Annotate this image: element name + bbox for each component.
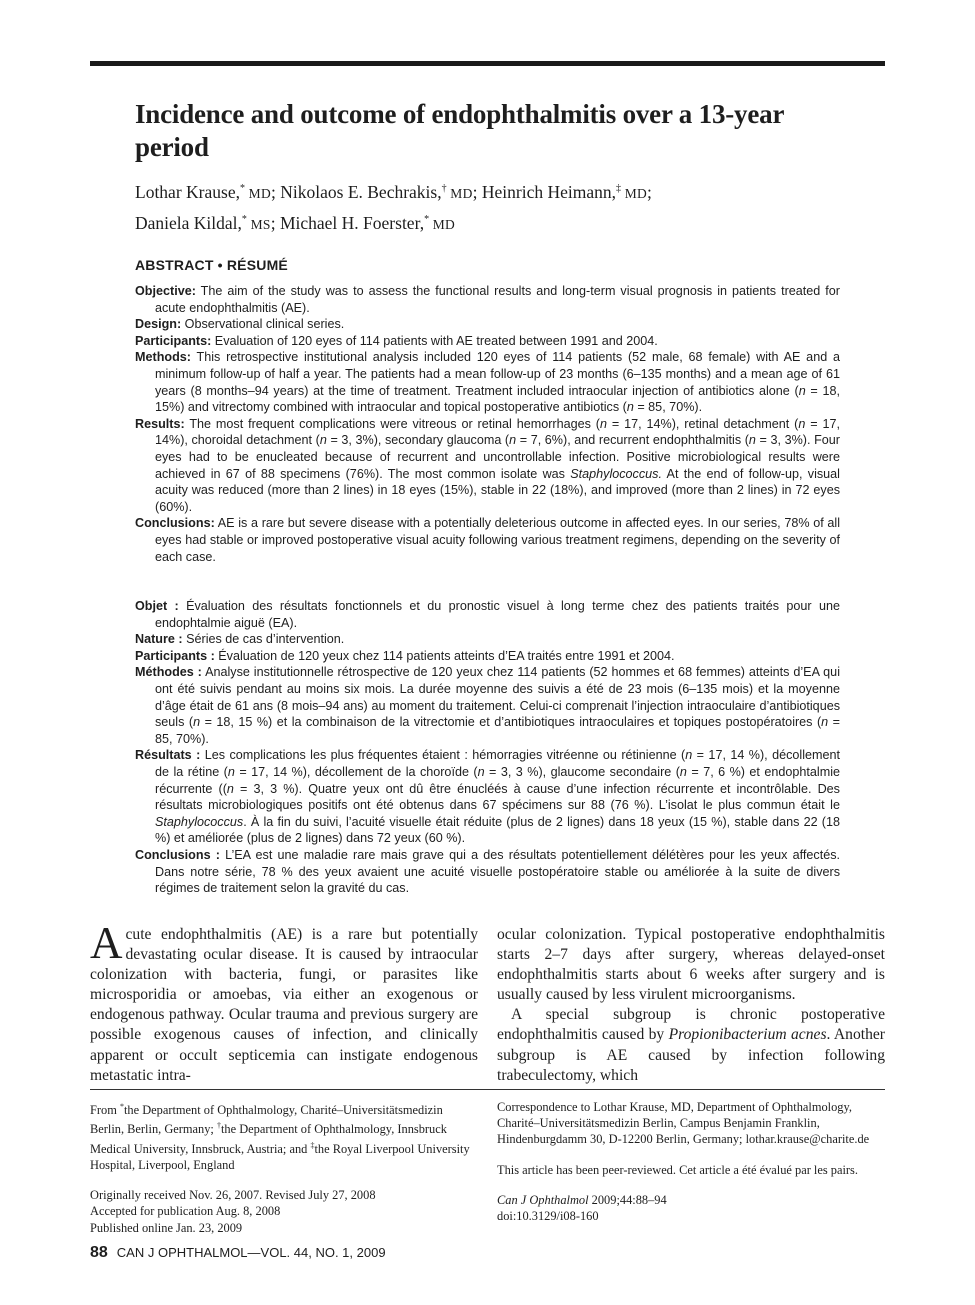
author-name: Lothar Krause, xyxy=(135,181,240,202)
page-number: 88 xyxy=(90,1244,108,1261)
abstract-section xyxy=(135,598,840,631)
abstract-french xyxy=(135,598,840,897)
abstract-section-text: n xyxy=(509,433,517,448)
abstract-section-text: = 85, 70%). xyxy=(155,715,840,746)
author xyxy=(280,213,455,233)
abstract-section xyxy=(135,747,840,847)
abstract-section-text: Staphylococcus. xyxy=(570,466,662,481)
author-degree: MD xyxy=(621,185,648,201)
received-date: Originally received Nov. 26, 2007. Revised July 27, 2008 xyxy=(90,1188,376,1203)
running-title: CAN J OPHTHALMOL—VOL. 44, NO. 1, 2009 xyxy=(116,1245,386,1260)
author-degree: MS xyxy=(246,216,271,232)
abstract-section-text: Séries de cas d’intervention. xyxy=(182,632,345,647)
abstract-section-label: Nature : xyxy=(135,632,183,647)
intro-text: cute endophthalmitis (AE) is a rare but potentially devastating ocular disease. It is caused by intraocular colonization with bacteria, fungi, or parasites like microsporidia or amoebas, via either an exogenous or endogenous pathway. Ocular trauma and previous surgery are possible exogenous causes of infection, and clinically apparent or occult septicemia can instigate endogenous metastatic intra- xyxy=(90,926,478,1084)
intro-paragraph xyxy=(90,918,478,1086)
affiliation-text: ‡ xyxy=(310,1140,315,1150)
accepted-date: Accepted for publication Aug. 8, 2008 xyxy=(90,1204,281,1219)
abstract-section xyxy=(135,333,840,350)
abstract-section-text: n xyxy=(798,383,806,398)
author xyxy=(135,182,276,202)
author xyxy=(280,182,477,202)
page-footer xyxy=(90,1244,386,1262)
article-title: Incidence and outcome of endophthalmitis over a 13-year period xyxy=(135,99,784,162)
author-degree: MD xyxy=(244,185,271,201)
abstract-section-text: = 18, 15 %) et la combinaison de la vitrectomie et d’antibiotiques intraoculaires et topiques postopératoires ( xyxy=(200,715,822,730)
abstract-section-text: = 3, 3 %), glaucome secondaire ( xyxy=(484,764,680,779)
abstract-english xyxy=(135,283,840,565)
abstract-section-text: n xyxy=(600,416,608,431)
citation-volume: 2009;44:88–94 xyxy=(588,1192,667,1207)
dates-note xyxy=(90,1187,475,1236)
body-paragraph-subgroup xyxy=(497,1005,885,1085)
abstract-section-label: Participants : xyxy=(135,648,215,663)
abstract-section-label: Objective: xyxy=(135,284,196,298)
author xyxy=(135,213,276,233)
body-column-right xyxy=(497,925,885,1086)
abstract-section-text: = 3, 3%). Four eyes had to be enucleated because of recurrent and uncontrollable infection. Positive microbiological results were achieved in 67 of 88 specimens (76%). The most common isolate was xyxy=(155,433,840,481)
abstract-section-text: n xyxy=(679,764,687,779)
abstract-section xyxy=(135,316,840,333)
abstract-section-label: Résultats : xyxy=(135,748,201,763)
affiliations-note xyxy=(90,1099,475,1173)
abstract-section xyxy=(135,283,840,316)
abstract-section-label: Conclusions : xyxy=(135,847,220,862)
abstract-section-text: n xyxy=(798,416,806,431)
author-name: Michael H. Foerster, xyxy=(279,212,425,233)
author-separator: ; xyxy=(472,181,478,202)
abstract-section-text: Évaluation des résultats fonctionnels et du pronostic visuel à long terme chez des patients traités pour une endophtalmie aiguë (EA). xyxy=(155,599,840,630)
abstract-section-text: = 7, 6 %) et endophtalmie récurrente (( xyxy=(155,764,841,796)
abstract-section-text: The most frequent complications were vitreous or retinal hemorrhages ( xyxy=(184,416,601,431)
body-text: Propionibacterium acnes xyxy=(668,1026,827,1044)
abstract-section-label: Méthodes : xyxy=(135,665,202,680)
correspondence-note: Correspondence to Lothar Krause, MD, Department of Ophthalmology, Charité–Universitätsmedizin Berlin, Campus Benjamin Franklin, Hindenburgdamm 30, D-12200 Berlin, Germany; lothar.krause@charite.de xyxy=(497,1100,870,1147)
abstract-section xyxy=(135,349,840,415)
abstract-heading: ABSTRACT • RÉSUMÉ xyxy=(135,257,288,273)
abstract-section-text: = 3, 3%), secondary glaucoma ( xyxy=(326,433,510,448)
top-rule xyxy=(90,61,885,66)
abstract-section-text: = 17, 14 %), décollement de la rétine ( xyxy=(155,748,840,779)
abstract-section-label: Participants: xyxy=(135,333,212,348)
peer-review-note: This article has been peer-reviewed. Cet article a été évalué par les pairs. xyxy=(497,1162,858,1177)
author-separator: ; xyxy=(271,181,276,202)
author-name: Nikolaos E. Bechrakis, xyxy=(280,181,442,202)
author-degree: MD xyxy=(446,185,473,201)
abstract-section-text: Évaluation de 120 yeux chez 114 patients atteints d’EA traités entre 1991 et 2004. xyxy=(214,648,675,663)
affiliation-text: * xyxy=(119,1102,124,1111)
abstract-section-text: Staphylococcus xyxy=(155,814,244,829)
abstract-section xyxy=(135,515,840,565)
author-list xyxy=(135,176,855,238)
abstract-section-text: = 7, 6%), and recurrent endophthalmitis ( xyxy=(516,433,749,448)
abstract-section-label: Conclusions: xyxy=(135,516,215,531)
published-date: Published online Jan. 23, 2009 xyxy=(90,1220,243,1235)
abstract-section-text: n xyxy=(193,715,201,730)
citation-note xyxy=(497,1192,882,1224)
abstract-section xyxy=(135,416,840,516)
abstract-section-text: AE is a rare but severe disease with a potentially deleterious outcome in affected eyes. In our series, 78% of all eyes had stable or improved postoperative visual acuity following various treatment regimens, depending on the severity of each case. xyxy=(155,516,840,564)
body-text: A special subgroup is chronic postoperative endophthalmitis caused by xyxy=(497,1006,885,1044)
journal-name: Can J Ophthalmol xyxy=(497,1192,589,1207)
abstract-section-label: Design: xyxy=(135,317,182,332)
abstract-section-text: = 85, 70%). xyxy=(633,400,703,415)
abstract-section-text: n xyxy=(319,433,327,448)
abstract-section-text: = 3, 3 %). Quatre yeux ont dû être énucléés à cause d’une infection récurrente et incontrôlable. Des résultats microbiologiques positifs ont été obtenus dans 67 spécimens sur 88 (76 %). L’isolat le plus commun était le xyxy=(155,781,840,813)
abstract-section-text: The aim of the study was to assess the functional results and long-term visual prognosis in patients treated for acute endophthalmitis (AE). xyxy=(155,284,840,315)
body-column-left xyxy=(90,918,478,1086)
abstract-section-text: Les complications les plus fréquentes étaient : hémorragies vitréenne ou rétinienne ( xyxy=(200,748,686,763)
affiliation-mark: * xyxy=(241,213,247,225)
abstract-section-text: Observational clinical series. xyxy=(181,317,345,332)
author-separator: ; xyxy=(270,212,276,233)
footnote-rule xyxy=(90,1089,885,1090)
abstract-section-text: n xyxy=(626,400,634,415)
abstract-section-text: = 17, 14%), retinal detachment ( xyxy=(607,416,799,431)
affiliation-text: From xyxy=(90,1103,120,1118)
body-text: . Another subgroup is AE caused by infection following trabeculectomy, which xyxy=(497,1026,886,1084)
footnotes-left xyxy=(90,1099,475,1248)
abstract-section-label: Methods: xyxy=(135,350,191,365)
abstract-section xyxy=(135,631,840,648)
author-name: Daniela Kildal, xyxy=(135,212,242,233)
affiliation-mark: † xyxy=(441,183,447,194)
affiliation-mark: ‡ xyxy=(616,183,622,194)
abstract-section-text: = 18, 15%) and vitrectomy combined with intraocular and topical postoperative antibiotics ( xyxy=(155,383,840,415)
abstract-section-text: n xyxy=(748,433,756,448)
abstract-section xyxy=(135,847,840,897)
abstract-section-text: = 17, 14 %), décollement de la choroïde ( xyxy=(234,764,478,779)
abstract-section-text: Evaluation of 120 eyes of 114 patients with AE treated between 1991 and 2004. xyxy=(211,333,658,348)
drop-cap: A xyxy=(90,918,123,968)
abstract-section-label: Results: xyxy=(135,416,185,431)
author-name: Heinrich Heimann, xyxy=(481,181,617,202)
author-degree: MD xyxy=(429,216,456,232)
abstract-section-text: n xyxy=(477,764,485,779)
affiliation-text: the Royal Liverpool University Hospital, Liverpool, England xyxy=(90,1141,470,1172)
abstract-section-text: At the end of follow-up, visual acuity was reduced (more than 2 lines) in 18 eyes (15%), stable in 22 (18%), and improved (more than 2 lines) in 72 eyes (60%). xyxy=(155,466,840,514)
abstract-section-text: . À la fin du suivi, l’acuité visuelle était réduite (plus de 2 lignes) dans 18 yeux (15 %), stable dans 22 (18 %) et améliorée (plus de 2 lignes) dans 72 yeux (60 %). xyxy=(155,814,840,846)
doi-link[interactable]: doi:10.3129/i08-160 xyxy=(497,1209,599,1224)
affiliation-text: the Department of Ophthalmology, Innsbruck Medical University, Innsbruck, Austria; and xyxy=(90,1122,447,1156)
abstract-section-text: n xyxy=(227,764,235,779)
abstract-section-text: L’EA est une maladie rare mais grave qui a des résultats potentiellement délétères pour les yeux affectés. Dans notre série, 78 % des yeux avaient une acuité visuelle postopératoire stable ou améliorée à la suite de divers régimes de traitement selon la gravité du cas. xyxy=(155,847,840,896)
author xyxy=(482,182,652,202)
abstract-section-text: n xyxy=(821,715,829,730)
affiliation-text: † xyxy=(216,1121,221,1131)
footnotes-right xyxy=(497,1099,882,1236)
affiliation-text: the Department of Ophthalmology, Charité–Universitätsmedizin Berlin, Berlin, Germany; xyxy=(90,1103,443,1137)
abstract-section-text: = 17, 14%), choroidal detachment ( xyxy=(155,416,840,448)
abstract-section-text: n xyxy=(685,748,693,763)
author-separator: ; xyxy=(647,181,652,202)
affiliation-mark: * xyxy=(239,183,245,194)
abstract-section xyxy=(135,648,840,665)
body-paragraph-continued: ocular colonization. Typical postoperative endophthalmitis starts 2–7 days after surgery, whereas delayed-onset endophthalmitis starts about 6 weeks after surgery and is usually caused by less virulent microorganisms. xyxy=(497,926,885,1004)
abstract-section-text: n xyxy=(226,781,234,796)
abstract-section xyxy=(135,664,840,747)
abstract-section-text: Analyse institutionnelle rétrospective de 120 yeux chez 114 patients (52 hommes et 68 femmes) atteints d’EA qui ont été suivis pendant au moins six mois. La durée moyenne des suivis a été de 23 mois (6–135 mois) et la moyenne d’âge était de 61 ans (8 mois–94 ans) au moment du traitement. Celui-ci comprenait l’injection intraoculaire d’antibiotiques seuls ( xyxy=(155,665,840,730)
abstract-section-label: Objet : xyxy=(135,599,179,613)
affiliation-mark: * xyxy=(424,213,430,225)
abstract-section-text: This retrospective institutional analysis included 120 eyes of 114 patients (52 male, 68 female) with AE and a minimum follow-up of half a year. The patients had a mean follow-up of 23 months (6–135 months) and a mean age of 61 years (8 months–94 years) at the time of treatment. Treatment included intraocular injection of antibiotics alone ( xyxy=(155,350,840,398)
